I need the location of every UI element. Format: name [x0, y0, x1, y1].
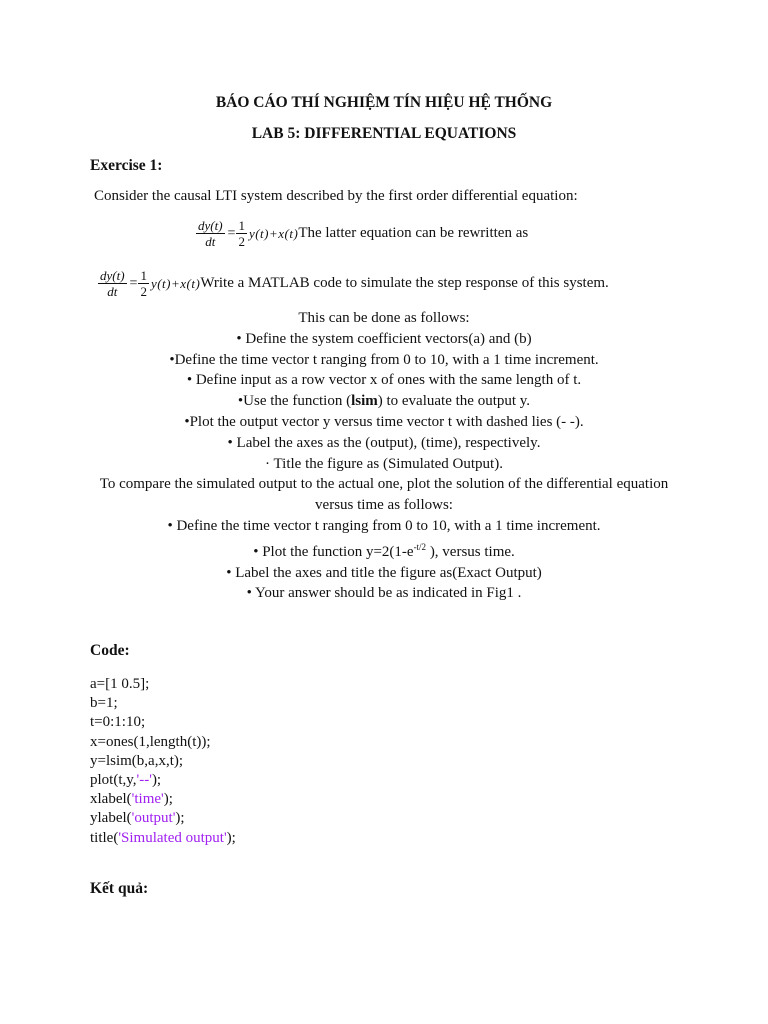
instruction-line: •Plot the output vector y versus time vector t with dashed lies (- -).	[184, 413, 584, 430]
instruction-line: • Label the axes as the (output), (time), respectively.	[227, 434, 541, 451]
instruction-line: · Title the figure as (Simulated Output).	[265, 455, 503, 472]
code-line: a=[1 0.5];	[90, 676, 150, 692]
half-fraction: $\frac{1}{2}$	[238, 218, 245, 249]
instruction-line: •Define the time vector t ranging from 0 to 10, with a 1 time increment.	[169, 351, 599, 368]
instruction-line: • Define input as a row vector x of ones with the same length of t.	[186, 372, 582, 389]
derivative-fraction: $\frac{dy(t)}{dt}$	[198, 218, 223, 249]
instruction-line: This can be done as follows:	[298, 310, 470, 326]
code-line: plot(t,y,'--');	[90, 772, 162, 789]
instructions-block	[80, 308, 688, 604]
instruction-line-lsim: •Use the function (lsim) to evaluate the output y.	[237, 393, 531, 410]
lab-title: LAB 5: DIFFERENTIAL EQUATIONS	[251, 125, 517, 142]
equation-rhs: y(t)+x(t)	[150, 275, 201, 291]
code-line: y=lsim(b,a,x,t);	[90, 752, 184, 769]
report-title: BÁO CÁO THÍ NGHIỆM TÍN HIỆU HỆ THỐNG	[215, 94, 553, 111]
code-line: title('Simulated output');	[90, 829, 236, 846]
code-line: xlabel('time');	[90, 791, 173, 808]
equation-1-follow-text: The latter equation can be rewritten as	[298, 225, 529, 241]
code-line: ylabel('output');	[90, 810, 185, 827]
instruction-line: • Your answer should be as indicated in Fig1 .	[246, 585, 522, 602]
equation-row-2: $\frac{dy(t)}{dt}$ = $\frac{1}{2}$ y(t)+x(t) Write a MATLAB code to simulate the step response of this system.	[100, 268, 609, 299]
code-line: x=ones(1,length(t));	[90, 733, 211, 750]
result-heading: Kết quả:	[90, 880, 149, 897]
equation-2-follow-text: Write a MATLAB code to simulate the step response of this system.	[200, 275, 609, 291]
code-line: b=1;	[90, 695, 118, 712]
instruction-line: • Define the system coefficient vectors(a) and (b)	[236, 330, 532, 347]
instruction-line-plot-function: • Plot the function $y=2(1-e^{-t/2}$ ), versus time.	[253, 541, 515, 560]
derivative-fraction: $\frac{dy(t)}{dt}$	[100, 268, 125, 299]
equation-row-1: $\frac{dy(t)}{dt}$ = $\frac{1}{2}$ y(t)+x(t) The latter equation can be rewritten as	[198, 218, 529, 249]
instruction-paragraph: To compare the simulated output to the actual one, plot the solution of the differential equation versus time as follows:	[99, 476, 669, 514]
half-fraction: $\frac{1}{2}$	[140, 268, 147, 299]
matlab-code-block	[90, 675, 236, 848]
equation-rhs: y(t)+x(t)	[248, 225, 299, 241]
instruction-line: • Define the time vector t ranging from 0 to 10, with a 1 time increment.	[167, 517, 601, 534]
code-line: t=0:1:10;	[90, 714, 146, 731]
instruction-line: • Label the axes and title the figure as(Exact Output)	[226, 564, 542, 581]
intro-paragraph: Consider the causal LTI system described by the first order differential equation:	[94, 188, 578, 204]
exercise-heading: Exercise 1:	[90, 157, 163, 174]
code-heading: Code:	[90, 642, 130, 659]
